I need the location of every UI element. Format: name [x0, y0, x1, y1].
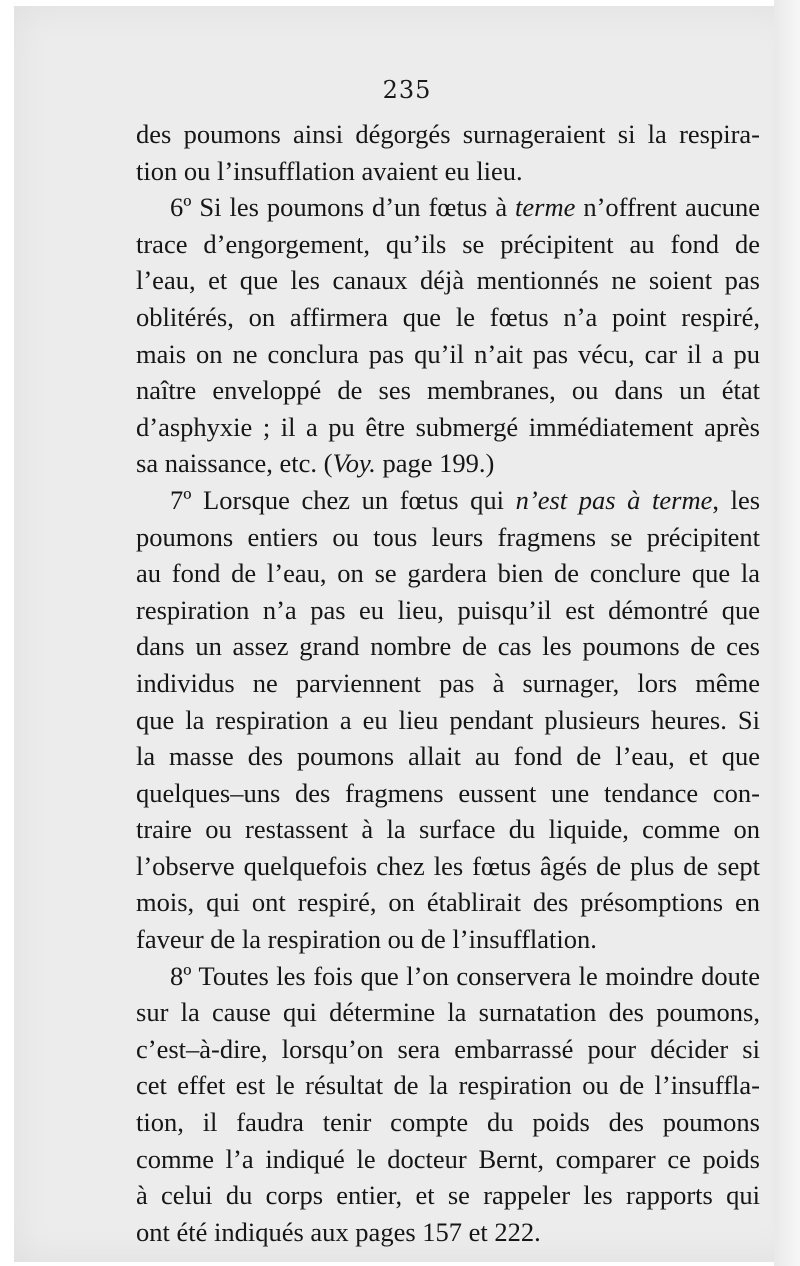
- text-run: , les: [712, 484, 761, 515]
- text-line: poumons entiers ou tous leurs fragmens se précipitent: [136, 521, 760, 552]
- paragraph: [136, 482, 760, 958]
- text-line: 8º Toutes les fois que l’on conservera le moindre doute: [170, 960, 760, 991]
- text-line: des poumons ainsi dégorgés surnageraient si la respira-: [136, 119, 760, 149]
- text-line: comme l’a indiqué le docteur Bernt, comparer ce poids: [136, 1143, 760, 1174]
- text-run: page 199.): [375, 448, 495, 479]
- text-line: quelques–uns des fragmens eussent une tendance con-: [136, 777, 760, 808]
- text-line: [136, 482, 760, 519]
- text-line: au fond de l’eau, on se gardera bien de conclure que la: [136, 558, 760, 589]
- text-line: la masse des poumons allait au fond de l’eau, et que: [136, 741, 760, 772]
- page-number: 235: [382, 76, 432, 104]
- text-line: c’est–à-dire, lorsqu’on sera embarrassé pour décider si: [136, 1033, 760, 1064]
- italic-text-run: n’est pas à terme: [515, 484, 713, 515]
- text-line: à celui du corps entier, et se rappeler les rapports qui: [136, 1180, 760, 1211]
- italic-text-run: terme: [515, 192, 576, 223]
- text-line: mais on ne conclura pas qu’il n’ait pas vécu, car il a pu: [136, 338, 760, 369]
- text-line: [136, 445, 760, 482]
- text-run: n’offrent aucune: [575, 192, 760, 223]
- italic-text-run: Voy.: [332, 448, 376, 479]
- text-line: faveur de la respiration ou de l’insufflation.: [136, 924, 597, 955]
- text-line: oblitérés, on affirmera que le fœtus n’a point respiré,: [136, 301, 760, 332]
- paragraph: [136, 958, 760, 1251]
- text-line: trace d’engorgement, qu’ils se précipitent au fond de: [136, 228, 760, 259]
- text-run: 7º Lorsque chez un fœtus qui: [170, 484, 516, 515]
- page-edge: [774, 0, 800, 1266]
- body-text: [136, 116, 760, 1250]
- book-page: [14, 6, 800, 1262]
- text-line: que la respiration a eu lieu pendant plusieurs heures. Si: [136, 704, 760, 735]
- text-line: sur la cause qui détermine la surnatation des poumons,: [136, 997, 760, 1028]
- text-line: dans un assez grand nombre de cas les poumons de ces: [136, 631, 760, 662]
- text-line: mois, qui ont respiré, on établirait des présomptions en: [136, 887, 760, 918]
- paragraph: [136, 189, 760, 482]
- text-line: ont été indiqués aux pages 157 et 222.: [136, 1216, 541, 1247]
- text-line: cet effet est le résultat de la respiration ou de l’insuffla-: [136, 1070, 760, 1101]
- text-run: sa naissance, etc. (: [136, 448, 333, 479]
- text-line: [136, 189, 760, 226]
- text-line: individus ne parviennent pas à surnager, lors même: [136, 667, 760, 698]
- text-line: tion ou l’insufflation avaient eu lieu.: [136, 155, 523, 186]
- text-run: 6º Si les poumons d’un fœtus à: [170, 192, 516, 223]
- text-line: tion, il faudra tenir compte du poids des poumons: [136, 1107, 760, 1138]
- text-line: respiration n’a pas eu lieu, puisqu’il est démontré que: [136, 594, 760, 625]
- text-line: naître enveloppé de ses membranes, ou dans un état: [136, 375, 760, 406]
- text-line: d’asphyxie ; il a pu être submergé immédiatement après: [136, 411, 760, 442]
- paragraph: [136, 116, 760, 189]
- text-line: l’observe quelquefois chez les fœtus âgés de plus de sept: [136, 850, 760, 881]
- text-line: l’eau, et que les canaux déjà mentionnés ne soient pas: [136, 265, 760, 296]
- text-line: traire ou restassent à la surface du liquide, comme on: [136, 814, 760, 845]
